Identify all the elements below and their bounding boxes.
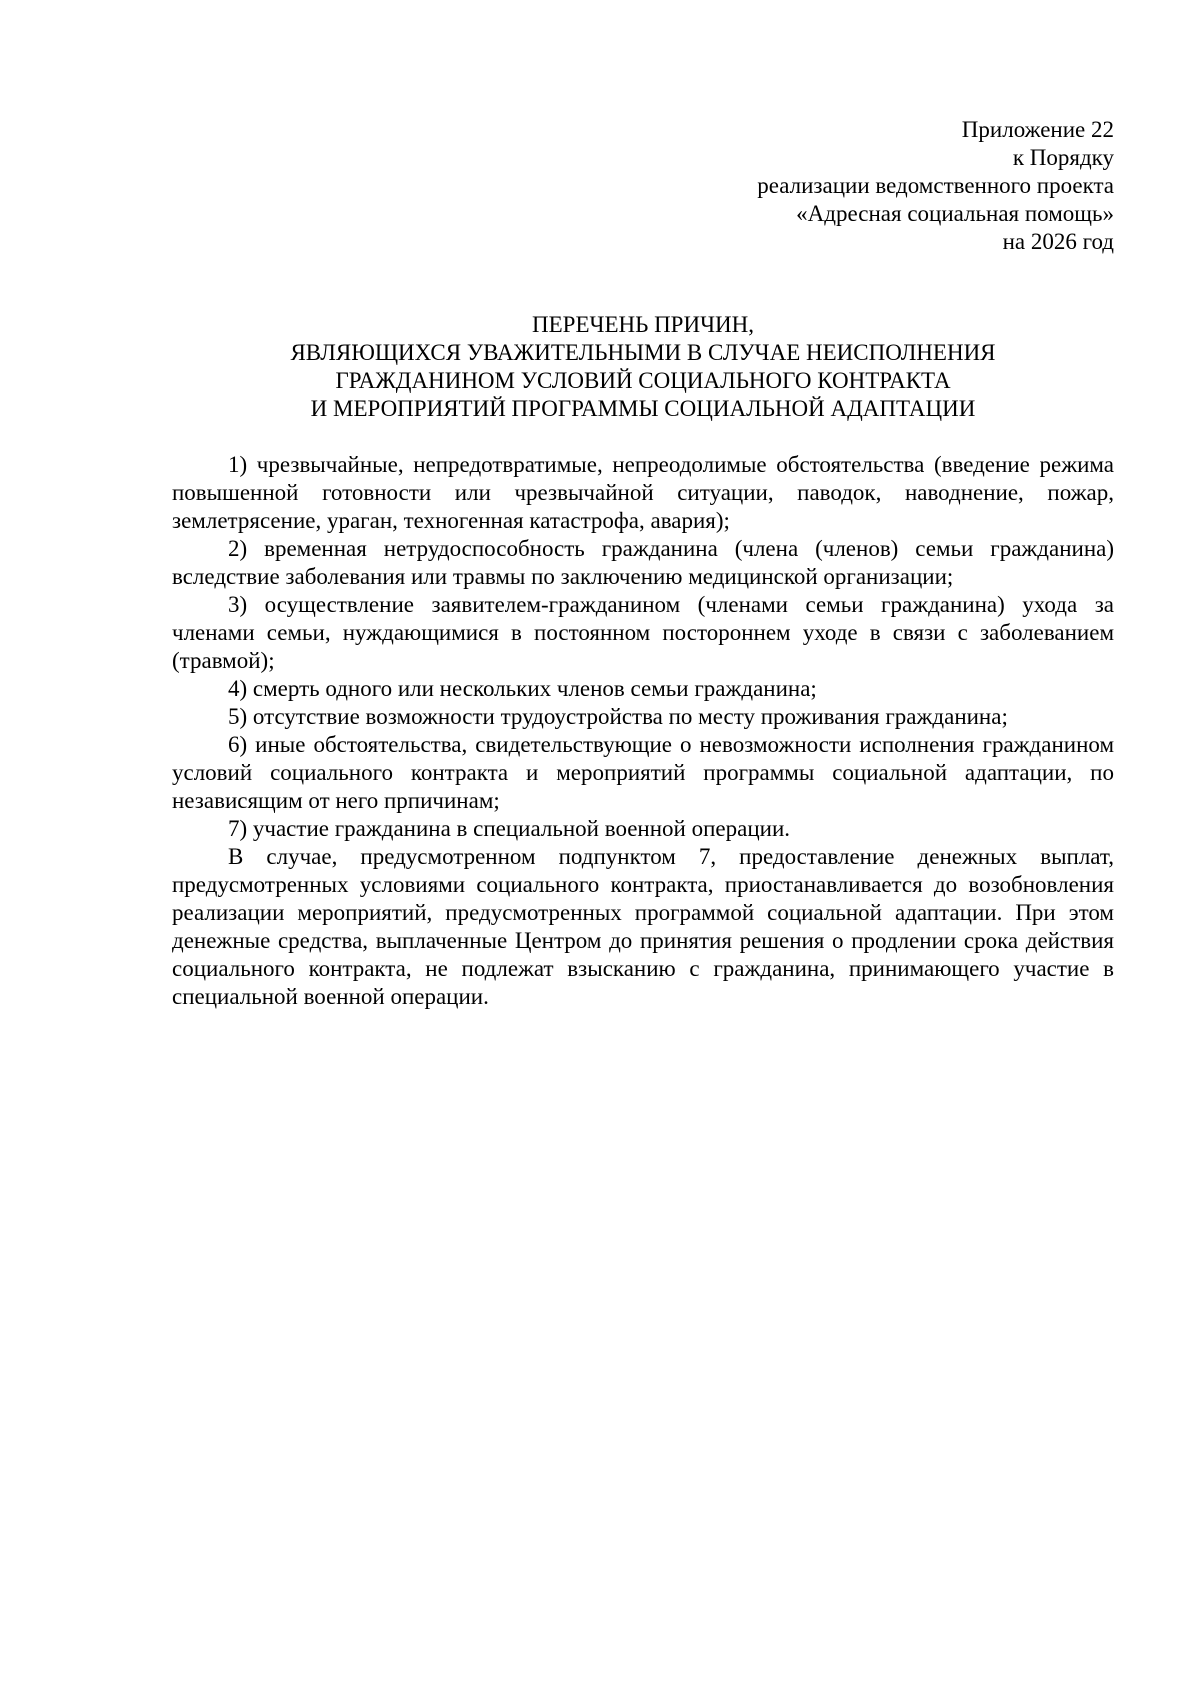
appendix-year: на 2026 год [1002, 229, 1114, 254]
title-line: И МЕРОПРИЯТИЙ ПРОГРАММЫ СОЦИАЛЬНОЙ АДАПТАЦИИ [310, 396, 976, 421]
appendix-project-name: «Адресная социальная помощь» [796, 201, 1114, 226]
list-item-1: 1) чрезвычайные, непредотвратимые, непреодолимые обстоятельства (введение режима повышенной готовности или чрезвычайной ситуации, паводок, наводнение, пожар, землетрясение, ураган, техногенная катастрофа, авария); [172, 452, 1114, 533]
list-item-5: 5) отсутствие возможности трудоустройства по месту проживания гражданина; [228, 704, 1008, 729]
document-body [172, 451, 1114, 1011]
title-line: ГРАЖДАНИНОМ УСЛОВИЙ СОЦИАЛЬНОГО КОНТРАКТА [335, 368, 951, 393]
appendix-reference: к Порядку [1012, 145, 1114, 170]
title-line: ЯВЛЯЮЩИХСЯ УВАЖИТЕЛЬНЫМИ В СЛУЧАЕ НЕИСПОЛНЕНИЯ [290, 340, 996, 365]
list-item-7: 7) участие гражданина в специальной военной операции. [228, 816, 791, 841]
list-item-6: 6) иные обстоятельства, свидетельствующие о невозможности исполнения гражданином условий социального контракта и мероприятий программы социальной адаптации, по независящим от него прпичинам; [172, 732, 1114, 813]
title-line: ПЕРЕЧЕНЬ ПРИЧИН, [532, 312, 754, 337]
list-item-3: 3) осуществление заявителем-гражданином (членами семьи гражданина) ухода за членами семьи, нуждающимися в постоянном постороннем уходе в связи с заболеванием (травмой); [172, 592, 1114, 673]
list-item-4: 4) смерть одного или нескольких членов семьи гражданина; [228, 676, 817, 701]
appendix-project-line: реализации ведомственного проекта [757, 173, 1114, 198]
appendix-header [514, 116, 1114, 256]
closing-note: В случае, предусмотренном подпунктом 7, предоставление денежных выплат, предусмотренных условиями социального контракта, приостанавливается до возобновления реализации мероприятий, предусмотренных программой социальной адаптации. При этом денежные средства, выплаченные Центром до принятия решения о продлении срока действия социального контракта, не подлежат взысканию с гражданина, принимающего участие в специальной военной операции. [172, 844, 1114, 1009]
document-title [172, 311, 1114, 423]
list-item-2: 2) временная нетрудоспособность гражданина (члена (членов) семьи гражданина) вследствие заболевания или травмы по заключению медицинской организации; [172, 536, 1114, 589]
appendix-number: Приложение 22 [961, 117, 1114, 142]
